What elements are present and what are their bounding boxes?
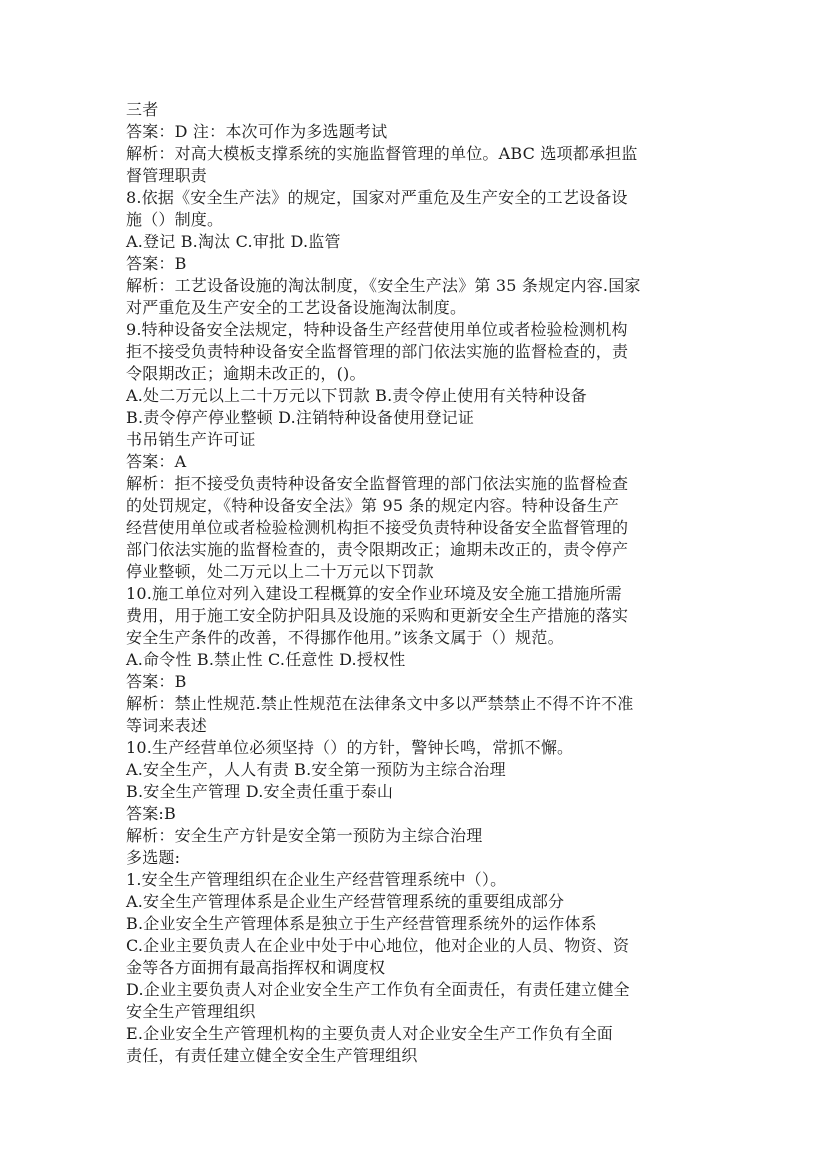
options-line: A.命令性 B.禁止性 C.任意性 D.授权性 — [126, 650, 406, 669]
explanation-line: 部门依法实施的监督检查的，责令限期改正；逾期未改正的，责令停产 — [126, 540, 629, 559]
document-body — [126, 99, 726, 1067]
options-line: B.责令停产停业整顿 D.注销特种设备使用登记证 — [126, 408, 475, 427]
question-line: 安全生产条件的改善，不得挪作他用。”该条文属于（）规范。 — [126, 628, 564, 647]
explanation-line: 解析：禁止性规范.禁止性规范在法律条文中多以严禁禁止不得不许不准 — [126, 694, 634, 713]
explanation-line: 停业整顿，处二万元以上二十万元以下罚款 — [126, 562, 434, 581]
question-line: 费用，用于施工安全防护阳具及设施的采购和更新安全生产措施的落实 — [126, 606, 629, 625]
options-line: D.企业主要负责人对企业安全生产工作负有全面责任，有责任建立健全 — [126, 980, 630, 999]
options-line: A.处二万元以上二十万元以下罚款 B.责令停止使用有关特种设备 — [126, 386, 587, 405]
question-line: 10.生产经营单位必须坚持（）的方针，警钟长鸣，常抓不懈。 — [126, 738, 574, 757]
question-line: 拒不接受负责特种设备安全监督管理的部门依法实施的监督检查的，责 — [126, 342, 629, 361]
options-line: A.登记 B.淘汰 C.审批 D.监管 — [126, 232, 341, 251]
explanation-line: 解析：对高大模板支撑系统的实施监督管理的单位。ABC 选项都承担监 — [126, 144, 638, 163]
options-line: B.企业安全生产管理体系是独立于生产经营管理系统外的运作体系 — [126, 914, 597, 933]
answer-line: 答案:B — [126, 804, 176, 823]
explanation-line: 解析：工艺设备设施的淘汰制度，《安全生产法》第 35 条规定内容.国家 — [126, 276, 641, 295]
question-line: 9.特种设备安全法规定，特种设备生产经营使用单位或者检验检测机构 — [126, 320, 628, 339]
options-line: A.安全生产，人人有责 B.安全第一预防为主综合治理 — [126, 760, 506, 779]
options-line: E.企业安全生产管理机构的主要负责人对企业安全生产工作负有全面 — [126, 1024, 613, 1043]
answer-line: 答案：B — [126, 672, 187, 691]
options-line: 书吊销生产许可证 — [126, 430, 256, 449]
options-line: 责任，有责任建立健全安全生产管理组织 — [126, 1046, 418, 1065]
explanation-line: 经营使用单位或者检验检测机构拒不接受负责特种设备安全监督管理的 — [126, 518, 629, 537]
explanation-line: 解析：安全生产方针是安全第一预防为主综合治理 — [126, 826, 483, 845]
question-line: 1.安全生产管理组织在企业生产经营管理系统中（）。 — [126, 870, 507, 889]
question-line: 令限期改正；逾期未改正的，()。 — [126, 364, 366, 383]
text-line: 三者 — [126, 100, 159, 119]
answer-line: 答案：A — [126, 452, 187, 471]
question-line: 施（）制度。 — [126, 210, 224, 229]
answer-line: 答案：D 注：本次可作为多选题考试 — [126, 122, 388, 141]
options-line: C.企业主要负责人在企业中处于中心地位，他对企业的人员、物资、资 — [126, 936, 630, 955]
options-line: A.安全生产管理体系是企业生产经营管理系统的重要组成部分 — [126, 892, 565, 911]
explanation-line: 的处罚规定，《特种设备安全法》第 95 条的规定内容。特种设备生产 — [126, 496, 620, 515]
section-heading: 多选题: — [126, 848, 181, 867]
question-line: 8.依据《安全生产法》的规定，国家对严重危及生产安全的工艺设备设 — [126, 188, 628, 207]
options-line: 安全生产管理组织 — [126, 1002, 256, 1021]
explanation-line: 督管理职责 — [126, 166, 208, 185]
options-line: 金等各方面拥有最高指挥权和调度权 — [126, 958, 386, 977]
answer-line: 答案：B — [126, 254, 187, 273]
options-line: B.安全生产管理 D.安全责任重于泰山 — [126, 782, 394, 801]
explanation-line: 等词来表述 — [126, 716, 208, 735]
explanation-line: 对严重危及生产安全的工艺设备设施淘汰制度。 — [126, 298, 467, 317]
question-line: 10.施工单位对列入建设工程概算的安全作业环境及安全施工措施所需 — [126, 584, 622, 603]
explanation-line: 解析：拒不接受负责特种设备安全监督管理的部门依法实施的监督检查 — [126, 474, 629, 493]
